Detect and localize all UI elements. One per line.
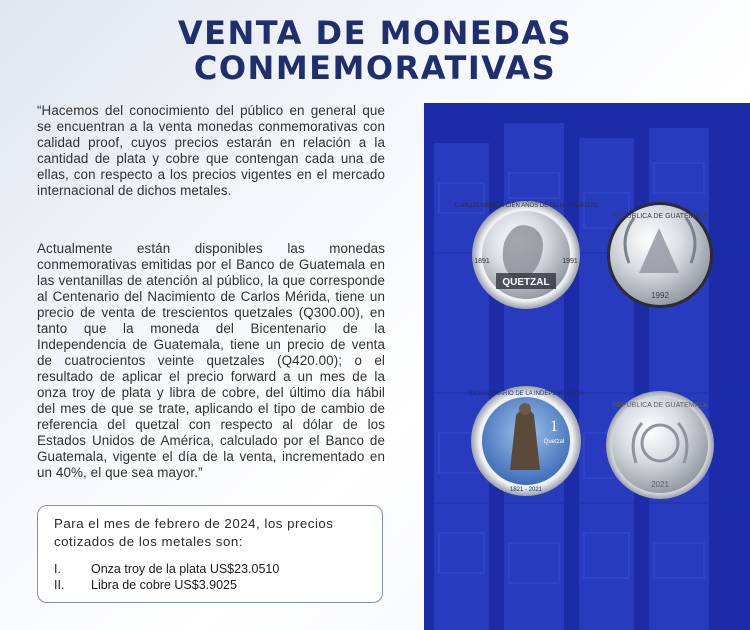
coin2-year: 1992 — [651, 291, 669, 300]
coin-guatemala-1992 — [607, 202, 713, 308]
paragraph-intro: “Hacemos del conocimiento del público en general que se encuentran a la venta monedas conmemorativas con calidad proof, cuyos precios estarán en relación a la cantidad de plata y cobre que contengan cada una de ellas, con respecto a los precios vigentes en el mercado internacional de dichos metales. — [37, 103, 385, 198]
coin3-top-text: BICENTENARIO DE LA INDEPENDENCIA — [468, 391, 584, 397]
coin3-value: 1 — [550, 418, 558, 435]
metal-prices-box — [37, 505, 383, 603]
item-text: Onza troy de la plata US$23.0510 — [91, 562, 280, 576]
title-line-1: VENTA DE MONEDAS — [177, 14, 573, 52]
coin1-top-text: CARLOS MERIDA CIEN AÑOS DE SU NACIMIENTO — [454, 203, 598, 209]
coin4-top-text: REPUBLICA DE GUATEMALA — [612, 402, 708, 409]
page-title — [0, 16, 750, 86]
paragraph-details: Actualmente están disponibles las monedas conmemorativas emitidas por el Banco de Guatemala en las ventanillas de atención al público, la que corresponde al Centenario del Nacimiento de Carlos Mérida, tiene un precio de venta de trescientos quetzales (Q300.00), en tanto que la moneda del Bicentenario de la Independencia de Guatemala, tiene un precio de venta de cuatrocientos veinte quetzales (Q420.00); o el resultado de aplicar el precio forward a un mes de la onza troy de plata y libra de cobre, del último día hábil del mes de que se trate, aplicando el tipo de cambio de referencia del quetzal con respecto al dólar de los Estados Unidos de América, calculado por el Banco de Guatemala, vigente el día de la venta, incrementado en un 40%, el que sea mayor.” — [37, 241, 385, 480]
coin1-right-year: 1991 — [562, 258, 578, 265]
item-number: II. — [54, 578, 65, 592]
item-number: I. — [54, 562, 61, 576]
coin1-label: QUETZAL — [502, 277, 550, 288]
coin3-years: 1821 - 2021 — [509, 487, 543, 493]
coin2-top-text: REPUBLICA DE GUATEMALA — [612, 213, 708, 220]
coin4-year: 2021 — [651, 480, 669, 489]
building-with-coins-illustration — [424, 103, 750, 630]
coin-guatemala-2021 — [606, 391, 714, 499]
item-text: Libra de cobre US$3.9025 — [91, 578, 237, 592]
prices-intro: Para el mes de febrero de 2024, los precios cotizados de los metales son: — [54, 516, 334, 549]
coin3-unit: Quetzal — [543, 439, 565, 445]
coins-photo — [424, 103, 750, 630]
title-line-2: CONMEMORATIVAS — [193, 49, 557, 87]
coin1-left-year: 1891 — [474, 258, 490, 265]
